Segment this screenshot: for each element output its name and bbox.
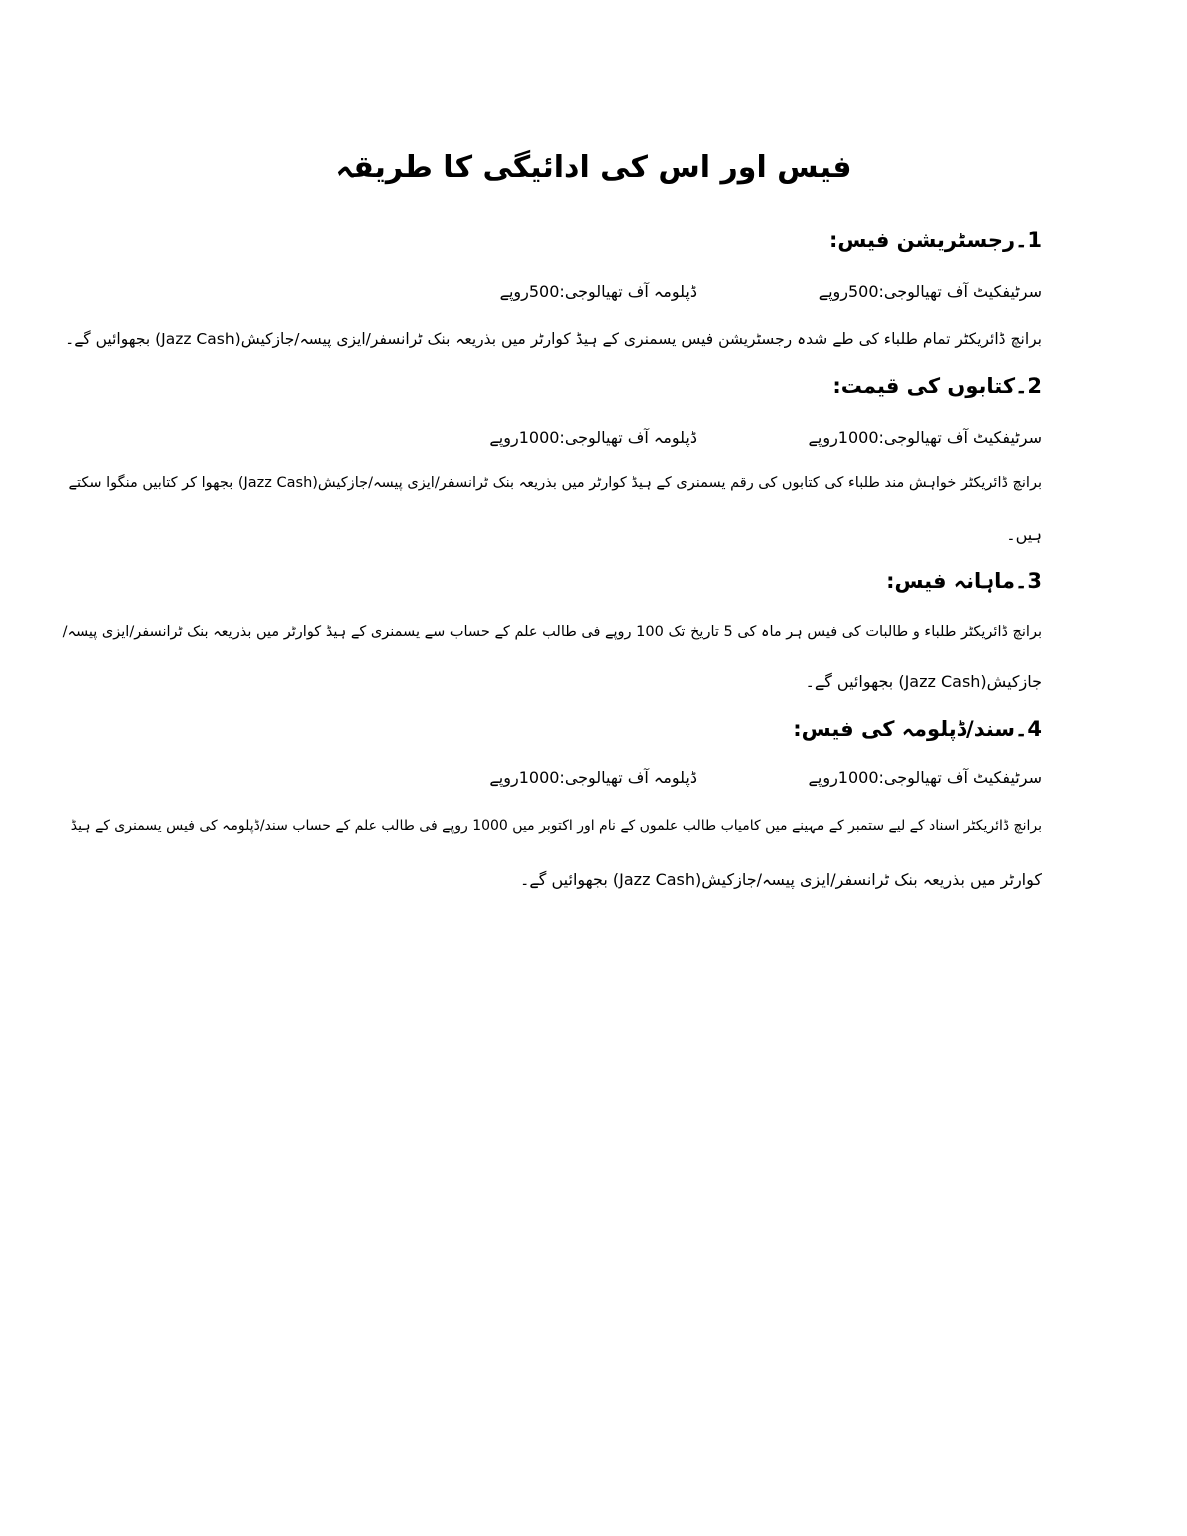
certificate-fee: سرٹیفکیٹ آف تھیالوجی:1000روپے — [808, 768, 1042, 787]
paragraph-line: برانچ ڈائریکٹر طلباء و طالبات کی فیس ہر ماہ کی 5 تاریخ تک 100 روپے فی طالب علم کے حساب سے یسمنری کے ہیڈ کوارٹر میں بذریعہ بنک ٹرانسفر/ایزی پیسہ/ — [62, 624, 1042, 640]
certificate-fee: سرٹیفکیٹ آف تھیالوجی:500روپے — [818, 282, 1042, 301]
paragraph-line: برانچ ڈائریکٹر خواہش مند طلباء کی کتابوں کی رقم یسمنری کے ہیڈ کوارٹر میں بذریعہ بنک ٹرانسفر/ایزی پیسہ/جازکیش(Jazz Cash) بجھوا کر کتابیں منگوا سکتے — [68, 475, 1042, 491]
paragraph-line: برانچ ڈائریکٹر تمام طلباء کی طے شدہ رجسٹریشن فیس یسمنری کے ہیڈ کوارٹر میں بذریعہ بنک ٹرانسفر/ایزی پیسہ/جازکیش(Jazz Cash) بجھوائیں گے۔ — [65, 330, 1042, 348]
diploma-fee: ڈپلومہ آف تھیالوجی:1000روپے — [489, 768, 697, 787]
paragraph-line: جازکیش(Jazz Cash) بجھوائیں گے۔ — [805, 672, 1042, 691]
paragraph-line: کوارٹر میں بذریعہ بنک ٹرانسفر/ایزی پیسہ/جازکیش(Jazz Cash) بجھوائیں گے۔ — [520, 870, 1042, 889]
certificate-fee: سرٹیفکیٹ آف تھیالوجی:1000روپے — [808, 428, 1042, 447]
section-heading-monthly-fee: 3۔ماہانہ فیس: — [886, 569, 1042, 593]
fee-line-certificate-diploma — [489, 768, 1042, 787]
diploma-fee: ڈپلومہ آف تھیالوجی:1000روپے — [489, 428, 697, 447]
section-heading-registration-fee: 1۔رجسٹریشن فیس: — [828, 228, 1042, 252]
fee-line-books — [489, 428, 1042, 447]
section-heading-certificate-diploma-fee: 4۔سند/ڈپلومہ کی فیس: — [793, 717, 1042, 741]
paragraph-line: برانچ ڈائریکٹر اسناد کے لیے ستمبر کے مہینے میں کامیاب طالب علموں کے نام اور اکتوبر میں 1000 روپے فی طالب علم کے حساب سند/ڈپلومہ کی فیس یسمنری کے ہیڈ — [70, 818, 1042, 834]
page-title: فیس اور اس کی ادائیگی کا طریقہ — [335, 150, 852, 185]
section-heading-book-price: 2۔کتابوں کی قیمت: — [832, 374, 1042, 398]
paragraph-line: ہیں۔ — [1006, 525, 1042, 544]
diploma-fee: ڈپلومہ آف تھیالوجی:500روپے — [499, 282, 697, 301]
fee-line-registration — [499, 282, 1042, 301]
